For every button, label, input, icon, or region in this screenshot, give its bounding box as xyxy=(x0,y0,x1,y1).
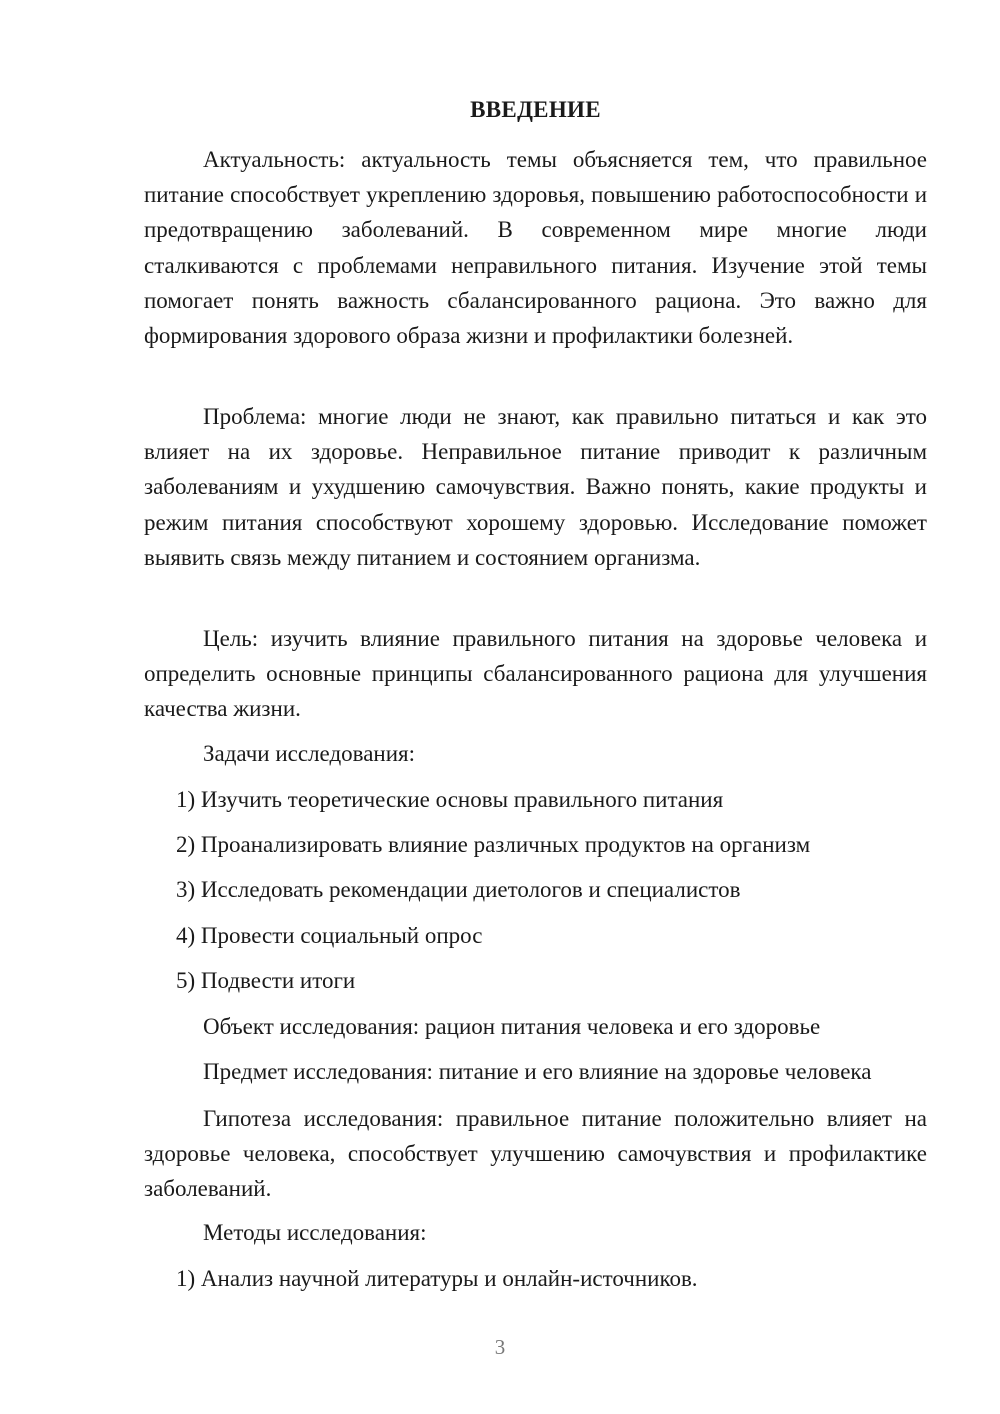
tasks-title: Задачи исследования: xyxy=(203,741,416,766)
method-item: 1) Анализ научной литературы и онлайн-источников. xyxy=(176,1266,698,1291)
page-number: 3 xyxy=(494,1335,506,1359)
task-item: 1) Изучить теоретические основы правильного питания xyxy=(176,787,724,812)
goal-paragraph: Цель: изучить влияние правильного питания на здоровье человека и определить основные принципы сбалансированного рациона для улучшения качества жизни. xyxy=(144,626,927,722)
subject-line: Предмет исследования: питание и его влияние на здоровье человека xyxy=(203,1059,872,1084)
problem-paragraph: Проблема: многие люди не знают, как правильно питаться и как это влияет на их здоровье. Неправильное питание приводит к различным заболеваниям и ухудшению самочувствия. Важно понять, какие продукты и режим питания способствуют хорошему здоровью. Исследование поможет выявить связь между питанием и состоянием организма. xyxy=(144,404,927,570)
task-item: 5) Подвести итоги xyxy=(176,968,356,993)
methods-title: Методы исследования: xyxy=(203,1220,427,1245)
task-item: 2) Проанализировать влияние различных продуктов на организм xyxy=(176,832,811,857)
object-line: Объект исследования: рацион питания человека и его здоровье xyxy=(203,1014,821,1039)
section-heading: ВВЕДЕНИЕ xyxy=(470,97,601,122)
task-item: 4) Провести социальный опрос xyxy=(176,923,483,948)
relevance-paragraph: Актуальность: актуальность темы объясняется тем, что правильное питание способствует укреплению здоровья, повышению работоспособности и предотвращению заболеваний. В современном мире многие люди сталкиваются с проблемами неправильного питания. Изучение этой темы помогает понять важность сбалансированного рациона. Это важно для формирования здорового образа жизни и профилактики болезней. xyxy=(144,147,927,349)
task-item: 3) Исследовать рекомендации диетологов и специалистов xyxy=(176,877,741,902)
hypothesis-paragraph: Гипотеза исследования: правильное питание положительно влияет на здоровье человека, способствует улучшению самочувствия и профилактике заболеваний. xyxy=(144,1106,927,1202)
